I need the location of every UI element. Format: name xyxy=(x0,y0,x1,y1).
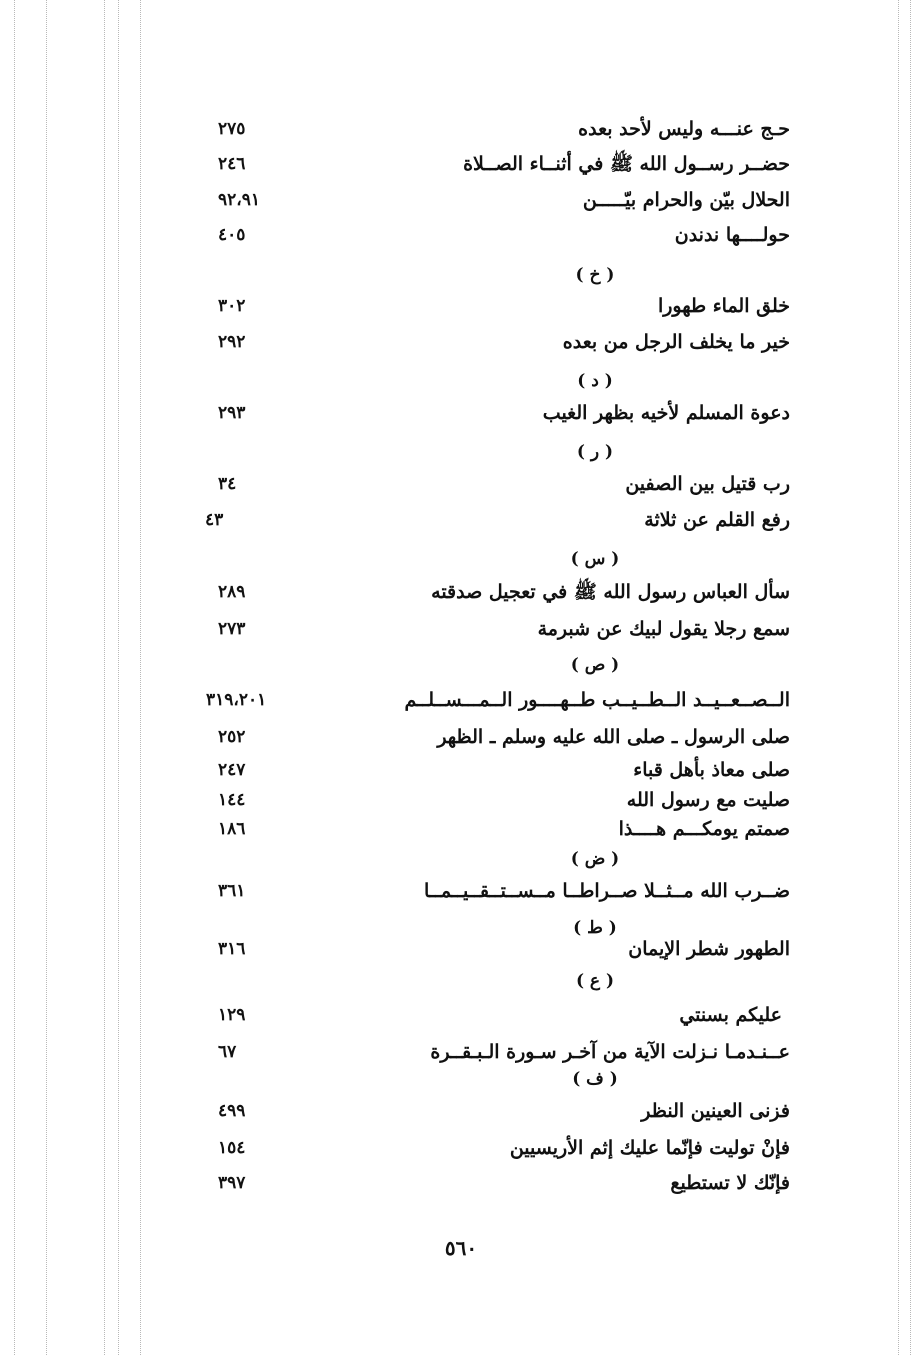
entry-page-ref: ٤٠٥ xyxy=(218,225,246,245)
index-entry xyxy=(0,503,922,537)
entry-page-ref: ٢٧٥ xyxy=(218,119,246,139)
entry-page-ref: ٢٥٢ xyxy=(218,727,246,747)
entry-text: رب قتيل بين الصفين xyxy=(625,473,790,495)
entry-text: الــصــعــيــد الــطــيــب طــهــــور الــمـــســلــم xyxy=(404,689,790,711)
entry-text: رفع القلم عن ثلاثة xyxy=(644,509,790,531)
entry-text: فزنى العينين النظر xyxy=(641,1100,790,1122)
entry-page-ref: ٢٩٢ xyxy=(218,332,246,352)
entry-text: عــنـدمـا نـزلت الآية من آخـر سـورة الـبـقــرة xyxy=(430,1041,790,1063)
entry-page-ref: ٦٧ xyxy=(218,1042,237,1062)
entry-text: صمتم يومكـــم هــــذا xyxy=(618,818,790,840)
index-entry xyxy=(0,396,922,430)
section-header: ( د ) xyxy=(577,371,613,391)
section-header: ( ط ) xyxy=(573,918,617,938)
index-entry xyxy=(0,1094,922,1128)
entry-page-ref: ٢٩٣ xyxy=(218,403,246,423)
entry-page-ref: ٩٢،٩١ xyxy=(218,190,261,210)
entry-page-ref: ١٥٤ xyxy=(218,1138,246,1158)
entry-page-ref: ١٤٤ xyxy=(218,790,246,810)
index-entry xyxy=(0,720,922,754)
entry-text: ضــرب الله مــثــلا صــراطــا مــســتــقــيــمــا xyxy=(423,880,790,902)
entry-text: حولــــها ندندن xyxy=(674,224,790,246)
section-header: ( ص ) xyxy=(570,655,620,675)
index-entry xyxy=(0,147,922,181)
entry-page-ref: ٤٣ xyxy=(205,510,224,530)
entry-text: سمع رجلا يقول لبيك عن شبرمة xyxy=(537,618,790,640)
index-entry xyxy=(0,218,922,252)
page-number: ٥٦٠ xyxy=(444,1236,478,1260)
section-header: ( ع ) xyxy=(575,971,615,991)
section-header: ( ف ) xyxy=(572,1069,618,1089)
entry-text: الحلال بيّن والحرام بيّـــــن xyxy=(582,189,790,211)
entry-page-ref: ٢٤٦ xyxy=(218,154,246,174)
entry-text: حـج عنـــه وليس لأحد بعده xyxy=(578,118,790,140)
entry-text: خير ما يخلف الرجل من بعده xyxy=(562,331,790,353)
section-header: ( س ) xyxy=(570,549,620,569)
entry-page-ref: ٣٤ xyxy=(218,474,237,494)
entry-page-ref: ١٨٦ xyxy=(218,819,246,839)
section-header: ( خ ) xyxy=(575,265,615,285)
section-header: ( ض ) xyxy=(570,849,620,869)
index-entry xyxy=(0,112,922,146)
index-entry xyxy=(0,812,922,846)
entry-text: صلى الرسول ـ صلى الله عليه وسلم ـ الظهر xyxy=(437,726,790,748)
index-entry xyxy=(0,874,922,908)
index-entry xyxy=(0,1131,922,1165)
entry-page-ref: ٣١٩،٢٠١ xyxy=(206,690,267,710)
index-entry xyxy=(0,683,922,717)
index-entry xyxy=(0,183,922,217)
index-entry xyxy=(0,932,922,966)
entry-text: خلق الماء طهورا xyxy=(657,295,790,317)
entry-text: عليكم بسنتي xyxy=(679,1004,782,1026)
index-entry xyxy=(0,289,922,323)
entry-text: حضــر رســول الله ﷺ في أثنــاء الصــلاة xyxy=(463,153,790,175)
index-entry xyxy=(0,612,922,646)
entry-page-ref: ٤٩٩ xyxy=(218,1101,246,1121)
index-entry xyxy=(0,467,922,501)
entry-text: دعوة المسلم لأخيه بظهر الغيب xyxy=(542,402,790,424)
index-entry xyxy=(0,1166,922,1200)
entry-page-ref: ٣٦١ xyxy=(218,881,246,901)
entry-page-ref: ٣١٦ xyxy=(218,939,246,959)
section-header: ( ر ) xyxy=(576,442,614,462)
entry-text: فإنّك لا تستطيع xyxy=(670,1172,790,1194)
entry-text: صلى معاذ بأهل قباء xyxy=(633,759,790,781)
entry-page-ref: ١٢٩ xyxy=(218,1005,246,1025)
entry-text: صليت مع رسول الله xyxy=(626,789,790,811)
entry-page-ref: ٣٩٧ xyxy=(218,1173,246,1193)
index-entry xyxy=(0,575,922,609)
entry-text: الطهور شطر الإيمان xyxy=(628,938,790,960)
entry-page-ref: ٢٨٩ xyxy=(218,582,246,602)
index-entry xyxy=(0,753,922,787)
entry-text: فإنْ توليت فإنّما عليك إثم الأريسيين xyxy=(509,1137,790,1159)
entry-page-ref: ٢٧٣ xyxy=(218,619,246,639)
entry-page-ref: ٢٤٧ xyxy=(218,760,246,780)
entry-text: سأل العباس رسول الله ﷺ في تعجيل صدقته xyxy=(431,581,790,603)
entry-page-ref: ٣٠٢ xyxy=(218,296,246,316)
index-entry xyxy=(0,325,922,359)
index-entry xyxy=(0,998,922,1032)
